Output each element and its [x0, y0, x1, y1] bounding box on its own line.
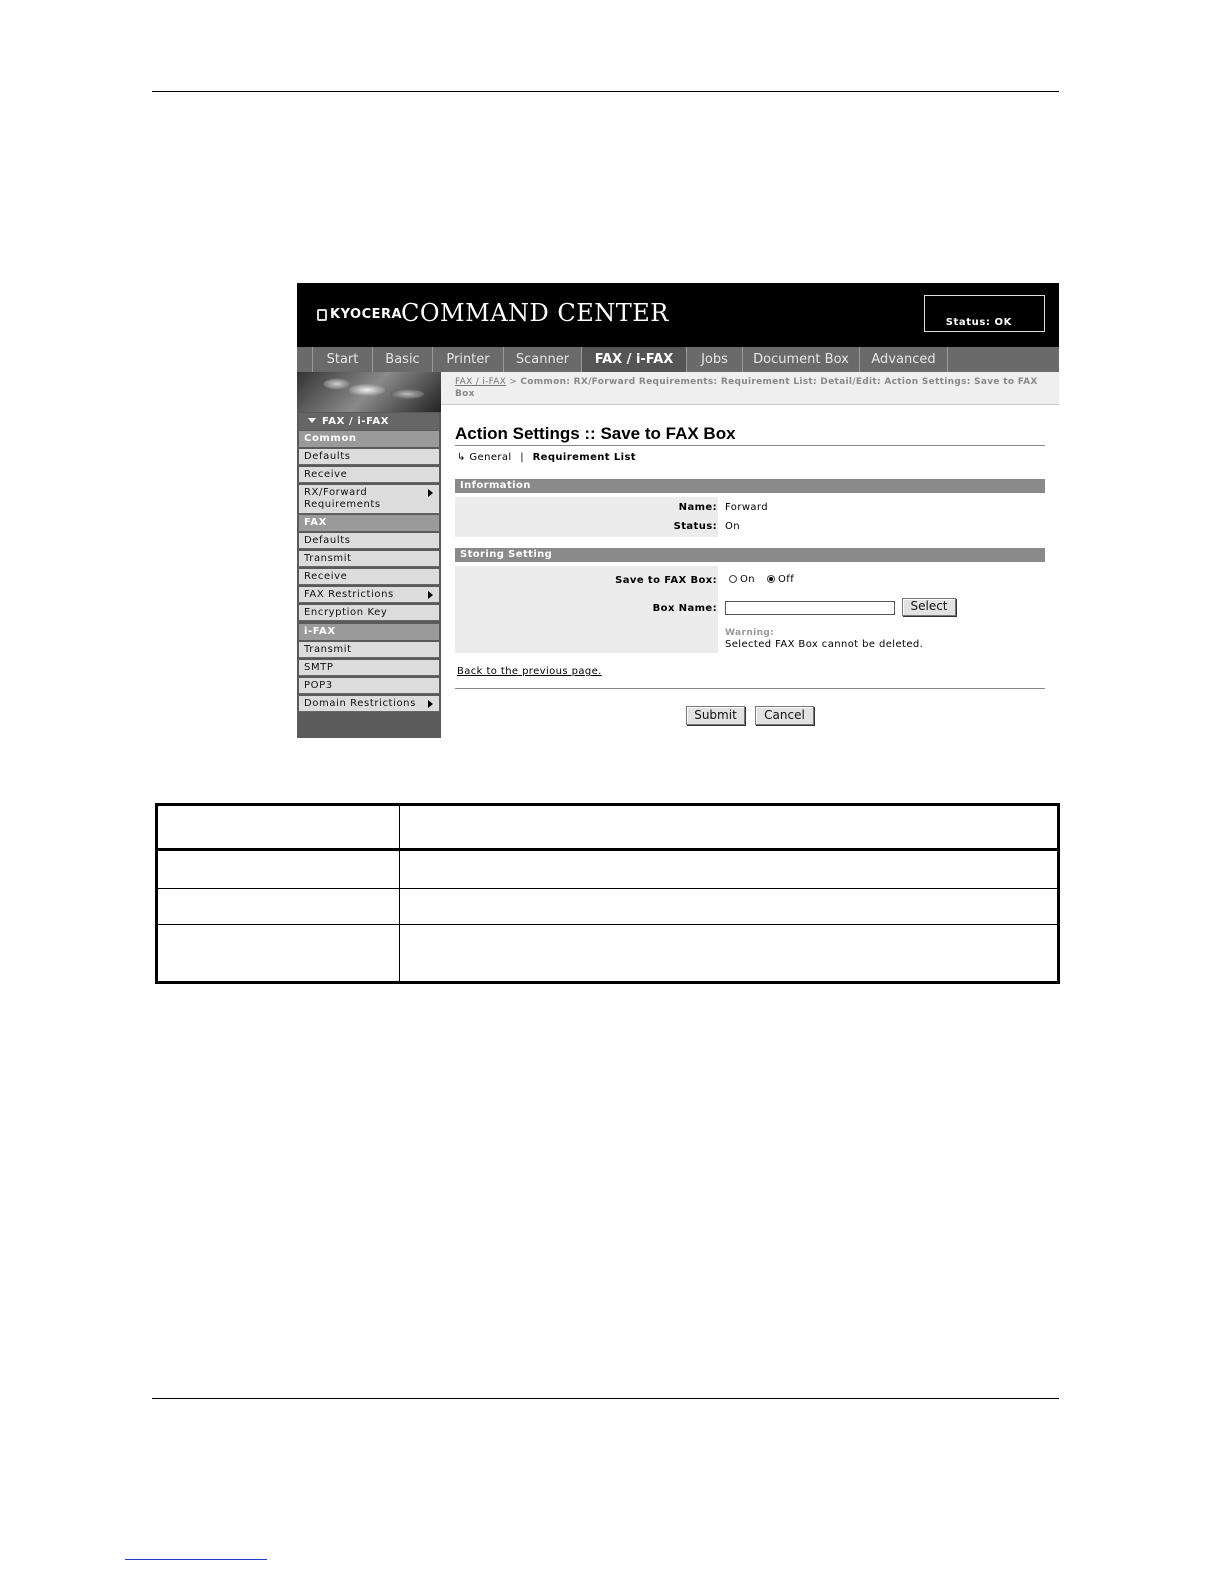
- subnav-separator: |: [520, 452, 524, 463]
- back-link[interactable]: Back to the previous page.: [457, 666, 602, 677]
- name-value: Forward: [725, 502, 769, 513]
- sidebar-item-pop3[interactable]: POP3: [299, 678, 439, 694]
- sidebar-item-common-defaults[interactable]: Defaults: [299, 449, 439, 465]
- tab-start[interactable]: Start: [313, 347, 373, 372]
- page-title: Action Settings :: Save to FAX Box: [455, 424, 736, 443]
- subnav-arrow-icon: ↳: [457, 452, 466, 463]
- section-information: Information: [455, 479, 1045, 493]
- subnav-requirement-list[interactable]: Requirement List: [532, 452, 636, 463]
- subnav-general-link[interactable]: General: [469, 452, 512, 463]
- collapse-triangle-icon: [308, 418, 316, 423]
- main-nav: [297, 347, 1059, 372]
- sidebar-item-domain-restrictions[interactable]: [299, 696, 439, 712]
- name-label: Name:: [678, 502, 717, 513]
- select-button[interactable]: Select: [902, 598, 956, 616]
- table-row-rule: [158, 888, 1057, 889]
- app-header: [297, 283, 1059, 347]
- submenu-arrow-icon: [428, 591, 433, 599]
- sidebar-section-fax: FAX: [299, 515, 439, 531]
- submenu-arrow-icon: [428, 489, 433, 497]
- cancel-button[interactable]: Cancel: [755, 706, 814, 725]
- breadcrumb: [441, 372, 1059, 405]
- actions-divider: [455, 688, 1045, 689]
- box-name-label: Box Name:: [652, 603, 717, 614]
- radio-on-option[interactable]: [729, 574, 755, 585]
- sidebar-item-fax-restrictions[interactable]: [299, 587, 439, 603]
- table-header-rule: [158, 848, 1057, 851]
- settings-table: [155, 803, 1060, 984]
- sidebar-header[interactable]: [299, 413, 439, 430]
- status-label: Status:: [673, 521, 717, 532]
- warning-title: Warning:: [725, 628, 775, 638]
- sidebar-section-common: Common: [299, 431, 439, 447]
- app-title: COMMAND CENTER: [401, 299, 669, 327]
- sub-navigation: [457, 452, 636, 463]
- sidebar: [297, 372, 441, 738]
- kyocera-logo: [317, 307, 402, 322]
- sidebar-item-encryption-key[interactable]: Encryption Key: [299, 605, 439, 621]
- sidebar-item-fax-transmit[interactable]: Transmit: [299, 551, 439, 567]
- radio-on[interactable]: [729, 575, 737, 583]
- table-row-rule: [158, 924, 1057, 925]
- tab-scanner[interactable]: Scanner: [504, 347, 582, 372]
- save-to-fax-box-label: Save to FAX Box:: [615, 575, 717, 586]
- box-name-input[interactable]: [725, 601, 895, 615]
- status-value: On: [725, 521, 741, 532]
- page-bottom-rule: [152, 1398, 1059, 1399]
- nav-spacer: [297, 347, 313, 372]
- section-storing-setting: Storing Setting: [455, 548, 1045, 562]
- page-top-rule: [152, 91, 1059, 92]
- submenu-arrow-icon: [428, 700, 433, 708]
- kyocera-logo-icon: [317, 309, 327, 321]
- logo-text: KYOCERA: [330, 307, 403, 322]
- table-column-rule: [399, 806, 400, 981]
- sidebar-item-ifax-transmit[interactable]: Transmit: [299, 642, 439, 658]
- title-rule: [455, 445, 1045, 446]
- submit-button[interactable]: Submit: [686, 706, 745, 725]
- sidebar-item-rx-forward[interactable]: [299, 485, 439, 514]
- sidebar-item-smtp[interactable]: SMTP: [299, 660, 439, 676]
- breadcrumb-link[interactable]: FAX / i-FAX: [455, 377, 507, 387]
- breadcrumb-separator: >: [509, 377, 518, 387]
- warning-text: Selected FAX Box cannot be deleted.: [725, 639, 924, 650]
- sidebar-banner-image: [297, 372, 441, 412]
- footer-link-underline: [125, 1559, 267, 1560]
- sidebar-item-rx-forward-label: RX/Forward Requirements: [304, 487, 381, 510]
- radio-off-label: Off: [778, 574, 795, 585]
- screenshot-frame: [297, 283, 1059, 738]
- radio-on-label: On: [740, 574, 756, 585]
- tab-document-box[interactable]: Document Box: [743, 347, 860, 372]
- sidebar-section-ifax: i-FAX: [299, 624, 439, 640]
- tab-advanced[interactable]: Advanced: [860, 347, 948, 372]
- breadcrumb-path: Common: RX/Forward Requirements: Requirement List: Detail/Edit: Action Settings: Save to FAX Box: [455, 377, 1038, 399]
- tab-fax-ifax[interactable]: FAX / i-FAX: [582, 347, 687, 372]
- sidebar-item-fax-restrictions-label: FAX Restrictions: [304, 589, 394, 600]
- breadcrumb-text: [455, 376, 1055, 400]
- sidebar-item-domain-restrictions-label: Domain Restrictions: [304, 698, 416, 709]
- tab-printer[interactable]: Printer: [433, 347, 504, 372]
- sidebar-header-label: FAX / i-FAX: [322, 416, 390, 427]
- sidebar-item-common-receive[interactable]: Receive: [299, 467, 439, 483]
- radio-off-option[interactable]: [767, 574, 794, 585]
- status-box: [924, 295, 1045, 332]
- tab-basic[interactable]: Basic: [373, 347, 433, 372]
- sidebar-item-fax-defaults[interactable]: Defaults: [299, 533, 439, 549]
- sidebar-item-fax-receive[interactable]: Receive: [299, 569, 439, 585]
- status-text: Status: OK: [945, 317, 1012, 328]
- tab-jobs[interactable]: Jobs: [687, 347, 743, 372]
- radio-off[interactable]: [767, 575, 775, 583]
